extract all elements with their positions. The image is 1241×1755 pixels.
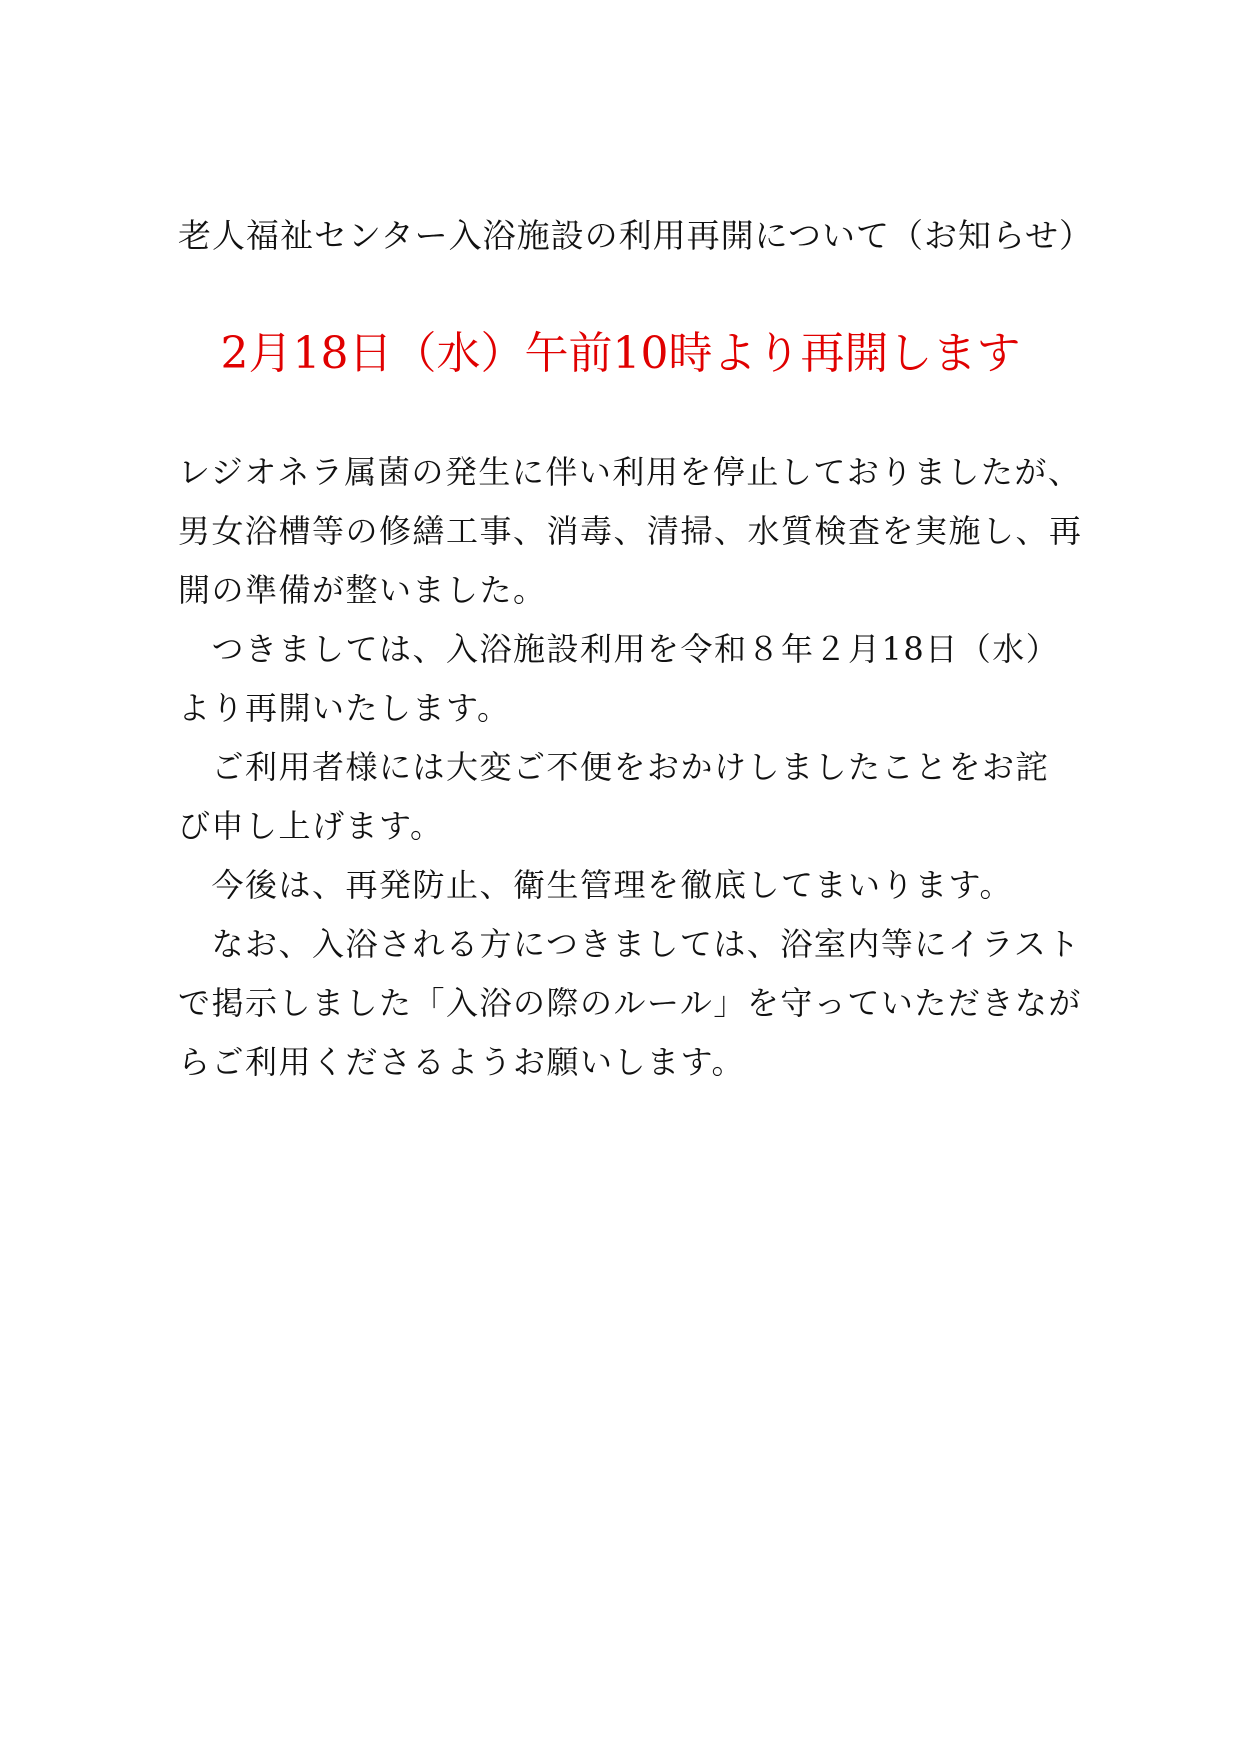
- body-line: 開の準備が整いました。: [178, 571, 547, 609]
- body-line: で掲示しました「入浴の際のルール」を守っていただきなが: [178, 984, 1082, 1022]
- body-line: なお、入浴される方につきましては、浴室内等にイラスト: [178, 925, 1081, 963]
- body-line: つきましては、入浴施設利用を令和８年２月18日（水）: [178, 630, 1060, 668]
- notice-body: [178, 447, 1083, 1096]
- body-line: 男女浴槽等の修繕工事、消毒、清掃、水質検査を実施し、再: [178, 512, 1083, 550]
- body-line: び申し上げます。: [178, 807, 444, 845]
- body-line: より再開いたします。: [178, 689, 511, 727]
- body-line: らご利用くださるようお願いします。: [178, 1043, 745, 1081]
- body-line: 今後は、再発防止、衛生管理を徹底してまいります。: [178, 866, 1013, 904]
- reopening-headline: 2月18日（水）午前10時より再開します: [220, 328, 1021, 379]
- notice-title: 老人福祉センター入浴施設の利用再開について（お知らせ）: [178, 216, 1094, 255]
- body-line: レジオネラ属菌の発生に伴い利用を停止しておりましたが、: [178, 453, 1082, 491]
- body-line: ご利用者様には大変ご不便をおかけしましたことをお詫: [178, 748, 1050, 786]
